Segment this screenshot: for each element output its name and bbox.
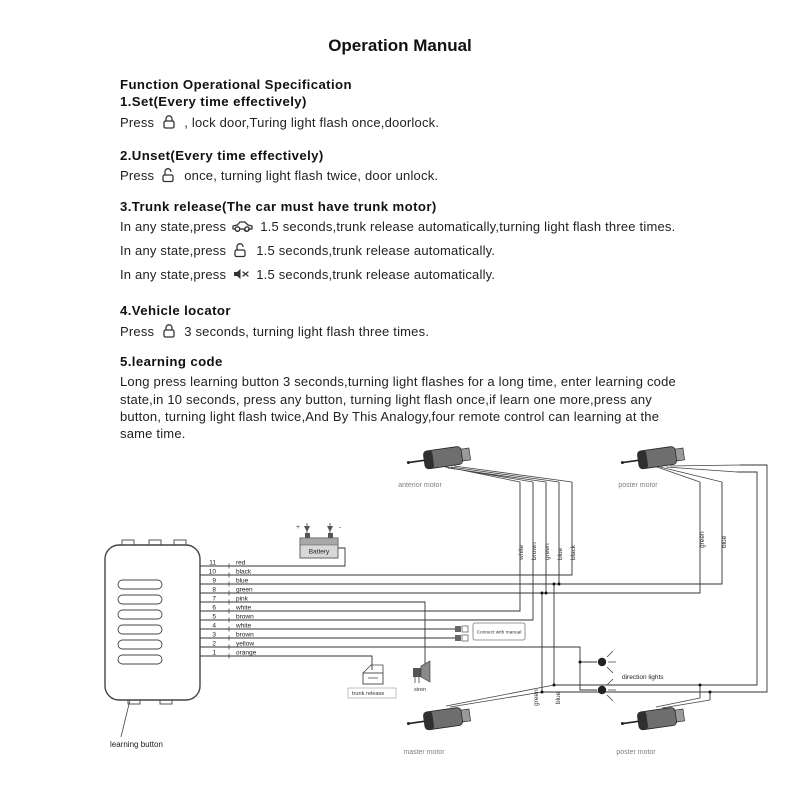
poster-motor-top-label: poster motor	[618, 482, 658, 489]
wire-pin: 1	[212, 649, 216, 657]
section2-body	[120, 167, 687, 184]
riser-label: green	[533, 689, 540, 706]
wire-pin: 4	[212, 622, 216, 630]
trunk-release-icon	[363, 665, 383, 684]
poster-motor-bottom	[620, 706, 685, 733]
wire-pin: 11	[209, 559, 216, 567]
section4-title: 4.Vehicle locator	[120, 303, 231, 319]
section1-title: 1.Set(Every time effectively)	[120, 94, 307, 110]
section1-text-post: , lock door,Turing light flash once,doorlock.	[184, 114, 440, 130]
section5-title: 5.learning code	[120, 354, 223, 370]
section4-body	[120, 323, 687, 340]
section2-text-post: once, turning light flash twice, door unlock.	[184, 168, 439, 184]
riser-label: blue	[721, 535, 728, 548]
direction-lights-label: direction lights	[622, 674, 664, 681]
poster-motor-bottom-label: poster motor	[616, 749, 656, 756]
riser-label: brown	[531, 542, 538, 560]
section2-title: 2.Unset(Every time effectively)	[120, 148, 324, 163]
wire-color: white	[236, 622, 252, 630]
wire-color: brown	[236, 631, 254, 639]
unlock-icon	[231, 242, 251, 258]
section3-line1-pre: In any state,press	[120, 219, 227, 234]
section3-line2-post: 1.5 seconds,trunk release automatically.	[256, 243, 496, 259]
riser-label: blue	[555, 691, 562, 704]
section3-title: 3.Trunk release(The car must have trunk motor)	[120, 198, 437, 214]
wire-color: yellow	[236, 640, 255, 648]
battery-plus-sign: +	[296, 524, 300, 531]
section2-text-pre: Press	[120, 168, 155, 184]
battery-minus-sign: -	[338, 524, 342, 531]
master-motor	[406, 706, 471, 733]
riser-label: white	[518, 544, 525, 560]
wiring-diagram	[0, 430, 800, 780]
section3-line3	[120, 266, 687, 283]
section3-line1-post: 1.5 seconds,trunk release automatically,turning light flash three times.	[260, 219, 676, 234]
wire-color: green	[236, 586, 253, 594]
anterior-motor	[406, 445, 471, 472]
unlock-icon	[159, 167, 179, 183]
wire-pin: 10	[208, 568, 216, 576]
wire-color: orange	[236, 649, 257, 657]
wire-pin: 7	[212, 595, 216, 603]
riser-label: black	[570, 544, 577, 560]
connector-icons	[455, 626, 468, 641]
riser-label: green	[544, 543, 551, 560]
wire-pin: 9	[212, 577, 216, 585]
section5-body: Long press learning button 3 seconds,turning light flashes for a long time, enter learning code state,in 10 seconds, press any button, turning light flash once,if learn one more,press any button, turning light flash twice,And By This Analogy,four remote control can learning at the same time.	[120, 374, 676, 441]
master-motor-label: master motor	[403, 749, 445, 756]
wire-color: pink	[236, 595, 248, 603]
section4-text-pre: Press	[120, 323, 155, 339]
battery	[296, 523, 341, 558]
siren-icon	[413, 661, 430, 683]
learning-button-label: learning button	[110, 740, 163, 749]
wire-pin: 3	[212, 631, 216, 639]
section3-line2	[120, 242, 687, 259]
mute-icon	[231, 266, 251, 282]
direction-lights-icon	[598, 651, 616, 701]
wire-color: brown	[236, 613, 254, 621]
section3-line2-pre: In any state,press	[120, 243, 227, 259]
wire-color: black	[236, 568, 252, 576]
lock-icon	[159, 114, 179, 130]
riser-label: green	[699, 531, 706, 548]
wire-color: blue	[236, 577, 249, 585]
control-module	[105, 540, 200, 737]
wire-pin: 5	[212, 613, 216, 621]
anterior-motor-label: anterior motor	[398, 482, 442, 489]
wire-pin: 8	[212, 586, 216, 594]
connect-with-manual-label: Connect with manual	[476, 630, 522, 636]
wire-pin: 6	[212, 604, 216, 612]
riser-label: blue	[557, 547, 564, 560]
trunk-icon	[231, 218, 255, 234]
trunk-release-label: trunk release	[352, 691, 385, 697]
wire-color: white	[236, 604, 252, 612]
wire-color: red	[236, 559, 246, 567]
wire-labels	[209, 560, 257, 657]
manual-text	[120, 76, 687, 442]
section3-line3-pre: In any state,press	[120, 267, 227, 283]
section3-line1	[120, 218, 687, 235]
section1-body	[120, 114, 687, 131]
spec-heading: Function Operational Specification	[120, 77, 352, 92]
section3-line3-post: 1.5 seconds,trunk release automatically.	[256, 267, 496, 283]
battery-label: Battery	[308, 548, 330, 556]
wire-pin: 2	[212, 640, 216, 648]
page-title: Operation Manual	[328, 36, 472, 55]
lock-icon	[159, 323, 179, 339]
wire-lines	[200, 465, 767, 708]
section1-text-pre: Press	[120, 114, 155, 130]
siren-label: siren	[414, 687, 427, 693]
section4-text-post: 3 seconds, turning light flash three times.	[184, 323, 430, 339]
